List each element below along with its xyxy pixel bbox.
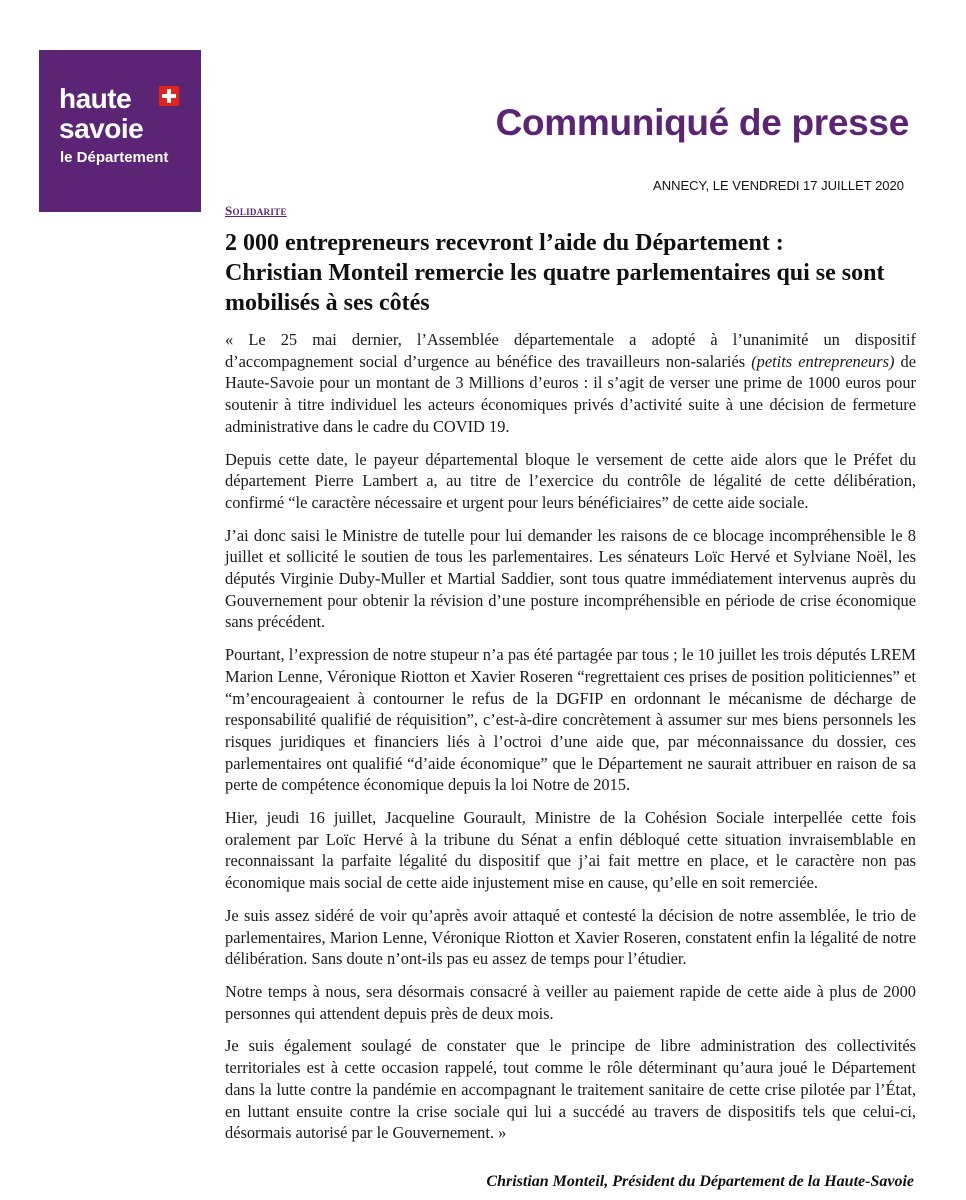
paragraph-1 bbox=[225, 329, 916, 438]
signature: Christian Monteil, Président du Département de la Haute-Savoie bbox=[486, 1173, 914, 1190]
logo-line-departement: le Département bbox=[60, 149, 169, 166]
savoy-cross-icon bbox=[159, 86, 179, 106]
page-title: Communiqué de presse bbox=[495, 102, 909, 143]
logo-line-savoie: savoie bbox=[59, 113, 144, 144]
paragraph-1-end: de Haute-Savoie pour un montant de 3 Millions d’euros : il s’agit de verser une prime de 1000 euros pour soutenir à titre individuel les acteurs économiques privés d’activité suite à une décision de fermeture administrative dans le cadre du COVID 19. bbox=[225, 351, 916, 436]
paragraph-4: Pourtant, l’expression de notre stupeur n’a pas été partagée par tous ; le 10 juillet les trois députés LREM Marion Lenne, Véronique Riotton et Xavier Roseren “regrettaient ces prises de position politiciennes” et “m’encourageaient à contourner le refus de la DGFIP en ordonnant le mécanisme de décharge de responsabilité qualifié de réquisition”, c’est-à-dire concrètement à assumer sur mes biens personnels les risques juridiques et financiers liés à l’octroi d’une aide que, par méconnaissance du dossier, ces parlementaires ont qualifié “d’aide économique” que le Département ne saurait attribuer en raison de sa perte de compétence économique depuis la loi Notre de 2015. bbox=[225, 645, 916, 795]
paragraph-7: Notre temps à nous, sera désormais consacré à veiller au paiement rapide de cette aide à plus de 2000 personnes qui attendent depuis près de deux mois. bbox=[225, 981, 916, 1023]
logo-line-haute: haute bbox=[59, 83, 132, 114]
paragraph-2: Depuis cette date, le payeur départemental bloque le versement de cette aide alors que le Préfet du département Pierre Lambert a, au titre de l’exercice du contrôle de légalité de cette délibération, confirmé “le caractère nécessaire et urgent pour leurs bénéficiaires” de cette aide sociale. bbox=[225, 449, 916, 512]
paragraph-8: Je suis également soulagé de constater que le principe de libre administration des collectivités territoriales est à cette occasion rappelé, tout comme le rôle déterminant qu’aura joué le Département dans la lutte contre la pandémie en accompagnant le traitement sanitaire de cette crise pilotée par l’État, en luttant ensuite contre la crise sociale qui lui a succédé au travers de dispositifs tels que celui-ci, désormais autorisé par le Gouvernement. » bbox=[225, 1036, 916, 1143]
paragraph-3: J’ai donc saisi le Ministre de tutelle pour lui demander les raisons de ce blocage incompréhensible le 8 juillet et sollicité le soutien de tous les parlementaires. Les sénateurs Loïc Hervé et Sylviane Noël, les députés Virginie Duby-Muller et Martial Saddier, sont tous quatre immédiatement intervenus auprès du Gouvernement pour obtenir la révision d’une posture incompréhensible en période de crise économique sans précédent. bbox=[225, 525, 916, 632]
haute-savoie-logo bbox=[39, 50, 201, 212]
category-label: Solidarite bbox=[225, 203, 287, 218]
headline: 2 000 entrepreneurs recevront l’aide du Département : Christian Monteil remercie les quatre parlementaires qui se sont mobilisés à ses côtés bbox=[225, 230, 885, 316]
paragraph-5: Hier, jeudi 16 juillet, Jacqueline Gourault, Ministre de la Cohésion Sociale interpellée cette fois oralement par Loïc Hervé à la tribune du Sénat a enfin débloqué cette situation invraisemblable en reconnaissant la parfaite légalité du dispositif que j’ai fait mettre en place, et le caractère non pas économique mais social de cette aide injustement mise en cause, qu’elle en soit remerciée. bbox=[225, 808, 916, 893]
press-release-body bbox=[225, 329, 916, 1155]
paragraph-6: Je suis assez sidéré de voir qu’après avoir attaqué et contesté la décision de notre assemblée, le trio de parlementaires, Marion Lenne, Véronique Riotton et Xavier Roseren, constatent enfin la légalité de notre délibération. Sans doute n’ont-ils pas eu assez de temps pour l’étudier. bbox=[225, 905, 916, 969]
dateline: ANNECY, LE VENDREDI 17 JUILLET 2020 bbox=[653, 178, 904, 193]
paragraph-1-italic: (petits entrepreneurs) bbox=[751, 351, 895, 371]
paragraph-1-start: « Le 25 mai dernier, l’Assemblée départementale a adopté à l’unanimité un dispositif d’accompagnement social d’urgence au bénéfice des travailleurs non-salariés bbox=[225, 330, 916, 371]
